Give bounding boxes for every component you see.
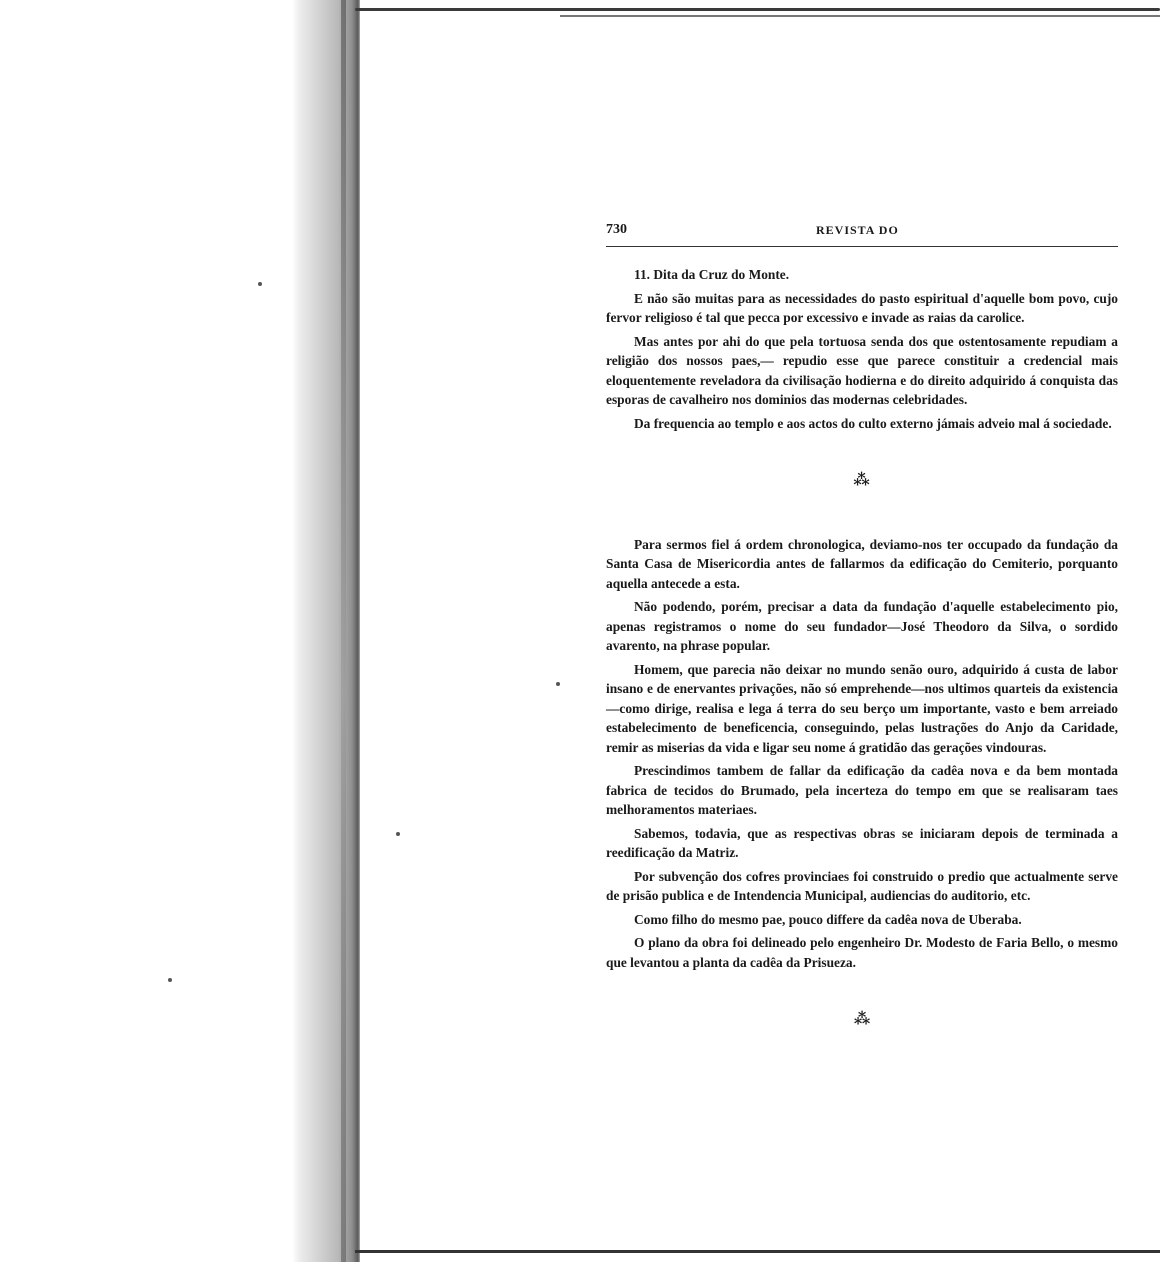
page-bottom-edge [355, 1250, 1160, 1253]
paragraph: E não são muitas para as necessidades do pasto espiritual d'aquelle bom povo, cujo fervor religioso é tal que pecca por excessivo e invade as raias da carolice. [606, 290, 1118, 325]
paragraph: O plano da obra foi delineado pelo engenheiro Dr. Modesto de Faria Bello, o mesmo que levantou a planta da cadêa da Prisueza. [606, 935, 1118, 970]
paragraph: Por subvenção dos cofres provinciaes foi construido o predio que actualmente serve de prisão publica e de Intendencia Municipal, audiencias do auditorio, etc. [606, 868, 1118, 903]
scan-speck [556, 682, 560, 686]
paragraph: Mas antes por ahi do que pela tortuosa senda dos que ostentosamente repudiam a religião dos nossos paes,— repudio esse que parece constituir a credencial mais eloquentemente reveladora da civilisação hodierna e do direito adquirido á conquista das esporas de cavalheiro nos dominios das modernas celebridades. [606, 333, 1118, 407]
spine-fold-line [341, 0, 346, 1262]
book-spine-shadow [0, 0, 360, 1262]
list-item-cross-of-mount: 11. Dita da Cruz do Monte. [634, 267, 790, 282]
paragraph: Homem, que parecia não deixar no mundo senão ouro, adquirido á custa de labor insano e de enervantes privações, não só emprehende—nos ultimos quarteis da existencia—como dirige, realisa e lega á terra do seu berço um importante, vasto e bem arreiado estabelecimento de beneficencia, conseguindo, pelas lustrações do Anjo da Caridade, remir as miserias da vida e ligar seu nome á gratidão das gerações vindouras. [606, 661, 1118, 755]
page-number: 730 [606, 222, 627, 237]
scan-speck [258, 282, 262, 286]
paragraph: Não podendo, porém, precisar a data da fundação d'aquelle estabelecimento pio, apenas registramos o nome do seu fundador—José Theodoro da Silva, o sordido avarento, na phrase popular. [606, 599, 1118, 653]
section-separator: ⁂ [853, 472, 871, 489]
body-text [606, 265, 1118, 1030]
book-page [606, 220, 1118, 1030]
journal-title: REVISTA DO [816, 223, 899, 237]
page-top-edge [355, 8, 1160, 11]
paragraph: Como filho do mesmo pae, pouco differe da cadêa nova de Uberaba. [634, 911, 1022, 927]
page-top-edge-inner [560, 15, 1160, 17]
paragraph: Sabemos, todavia, que as respectivas obras se iniciaram depois de terminada a reedificação da Matriz. [606, 825, 1118, 860]
scan-speck [168, 978, 172, 982]
paragraph: Para sermos fiel á ordem chronologica, deviamo-nos ter occupado da fundação da Santa Casa de Misericordia antes de fallarmos da edificação do Cemiterio, porquanto aquella antecede a esta. [606, 536, 1118, 591]
running-header [606, 220, 1118, 247]
section-separator: ⁂ [853, 1011, 871, 1028]
paragraph: Da frequencia ao templo e aos actos do culto externo jámais adveio mal á sociedade. [634, 415, 1112, 431]
scan-speck [396, 832, 400, 836]
paragraph: Prescindimos tambem de fallar da edificação da cadêa nova e da bem montada fabrica de tecidos do Brumado, pela incerteza do tempo em que se realisaram taes melhoramentos materiaes. [606, 763, 1118, 817]
